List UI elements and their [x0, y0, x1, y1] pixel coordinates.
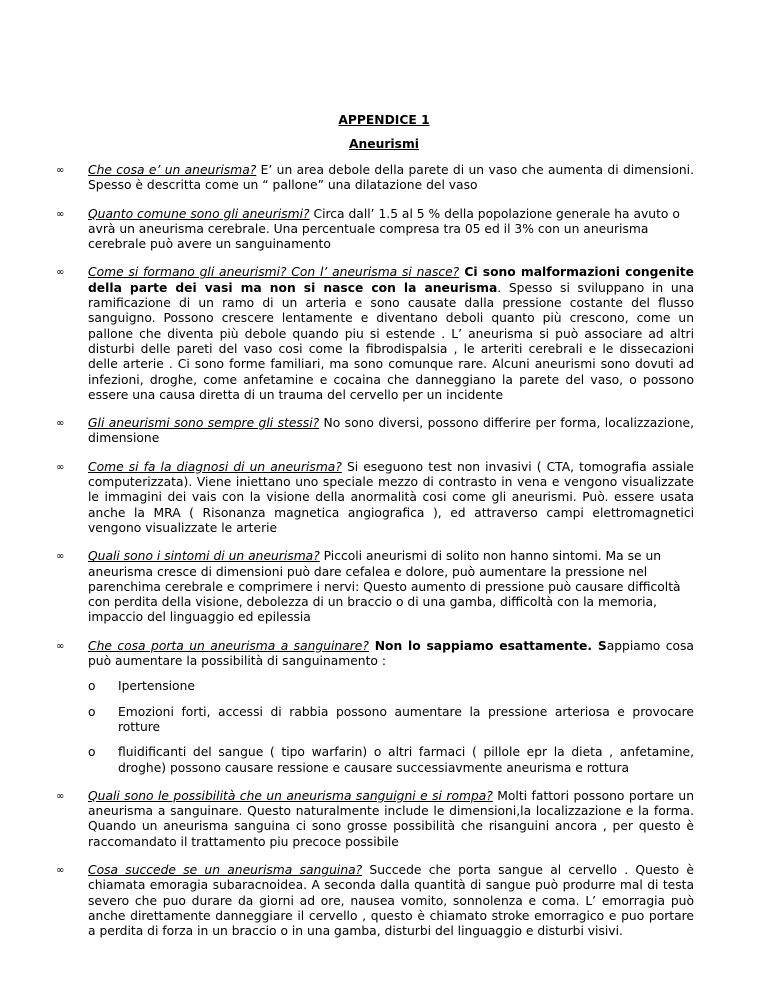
- infinity-bullet-icon: ∞: [56, 165, 65, 176]
- faq-answer: Molti fattori possono portare un aneurisma a sanguinare. Questo naturalmente include le dimensioni,la localizzazione e la forma. Quando un aneurisma sanguina ci sono grosse possibilità che risanguini ancora , per questo è raccomandato il trattamento piu precoce possibile: [88, 788, 695, 849]
- circle-bullet-icon: o: [88, 745, 96, 760]
- faq-question: Cosa succede se un aneurisma sanguina?: [88, 862, 363, 877]
- faq-answer: appiamo cosa può aumentare la possibilità di sanguinamento :: [88, 638, 694, 669]
- infinity-bullet-icon: ∞: [56, 418, 65, 430]
- faq-question: Che cosa porta un aneurisma a sanguinare?: [88, 638, 369, 653]
- faq-answer: No sono diversi, possono differire per forma, localizzazione, dimensione: [88, 416, 694, 446]
- faq-question: Come si fa la diagnosi di un aneurisma?: [88, 459, 342, 474]
- faq-list: [56, 163, 695, 952]
- faq-question: Che cosa e’ un aneurisma?: [88, 163, 257, 177]
- faq-item: [56, 206, 694, 253]
- faq-answer: Succede che porta sangue al cervello . Questo è chiamata emoragia subaracnoidea. A seconda dalla quantità di sangue può produrre mal di testa severo che puo durare da giorni ad ore, nausea vomito, sonnolenza e coma. L’ emorragia può anche direttamente danneggiare il cervello , questo è chiamato stroke emorragico e puo portare a perdita di forza in un braccio o in una gamba, disturbi del linguaggio e disturbi visivi.: [88, 862, 694, 939]
- faq-answer: Circa dall’ 1.5 al 5 % della popolazione generale ha avuto o avrà un aneurisma cerebrale. Una percentuale compresa tra 05 ed il 3% con un aneurisma cerebrale può avere un sanguinamento: [88, 206, 680, 252]
- infinity-bullet-icon: ∞: [56, 864, 65, 876]
- sub-list-item: [88, 745, 694, 776]
- faq-answer-bold: Ci sono malformazioni congenite della parte dei vasi ma non si nasce con la aneurisma: [88, 265, 695, 295]
- appendix-heading: APPENDICE 1: [338, 113, 430, 127]
- sub-list-item: [88, 705, 694, 736]
- infinity-bullet-icon: ∞: [56, 640, 65, 652]
- faq-answer-bold: Non lo sappiamo esattamente. S: [368, 638, 607, 653]
- faq-question: Quali sono i sintomi di un aneurisma?: [88, 549, 320, 564]
- faq-item: [56, 459, 694, 536]
- infinity-bullet-icon: ∞: [56, 208, 65, 220]
- faq-answer: . Spesso si sviluppano in una ramificazione di un ramo di un arteria e sono causate dalla pressione costante del flusso sanguigno. Possono crescere lentamente e diventano deboli quanto più crescono, come un pallone che diventa più debole quando piu si estende . L’ aneurisma si può associare ad altri disturbi delle pareti del vaso cosi come la fibrodispalsia , le arteriti cerebrali e le dissecazioni delle arterie . Ci sono forme familiari, ma sono comunque rare. Alcuni aneurismi sono dovuti ad infezioni, droghe, come anfetamine e cocaina che danneggiano la parete del vaso, o possono essere una causa diretta di un trauma del cervello per un incidente: [88, 280, 694, 402]
- faq-item: [56, 549, 694, 625]
- faq-answer: Piccoli aneurismi di solito non hanno sintomi. Ma se un aneurisma cresce di dimensioni può dare cefalea e dolore, può aumentare la pressione nel parenchima cerebrale e comprimere i nervi: Questo aumento di pressione può causare difficoltà con perdita della visione, debolezza di un braccio o di una gamba, difficoltà con la memoria, impaccio del linguaggio ed epilessia: [88, 549, 681, 625]
- sub-item-text: Emozioni forti, accessi di rabbia possono aumentare la pressione arteriosa e provocare rotture: [118, 704, 694, 734]
- faq-item: [56, 163, 694, 194]
- infinity-bullet-icon: ∞: [56, 551, 65, 563]
- sub-list-item: [88, 679, 694, 694]
- sub-item-text: Ipertensione: [118, 679, 195, 694]
- circle-bullet-icon: o: [88, 704, 96, 719]
- faq-item: [56, 416, 694, 447]
- sub-item-text: fluidificanti del sangue ( tipo warfarin) o altri farmaci ( pillole epr la dieta , anfetamine, droghe) possono causare ressione e causare successiavmente aneurisma e rottura: [118, 745, 694, 775]
- faq-question: Quali sono le possibilità che un aneurisma sanguigni e si rompa?: [88, 788, 493, 803]
- faq-question: Quanto comune sono gli aneurismi?: [88, 206, 310, 221]
- infinity-bullet-icon: ∞: [56, 267, 65, 279]
- sub-list: [88, 679, 694, 775]
- faq-answer: Si eseguono test non invasivi ( CTA, tomografia assiale computerizzata). Viene iniettano uno speciale mezzo di contrasto in vena e vengono visualizzate le immagini dei vais con la visione della anormalità cosi come gli aneurismi. Può. essere usata anche la MRA ( Risonanza magnetica angiografica ), ed attraverso campi elettromagnetici vengono visualizzate le arterie: [88, 459, 694, 535]
- faq-item: [56, 638, 694, 776]
- circle-bullet-icon: o: [88, 679, 96, 694]
- faq-question: Come si formano gli aneurismi? Con l’ aneurisma si nasce?: [88, 265, 460, 280]
- faq-question: Gli aneurismi sono sempre gli stessi?: [88, 416, 320, 431]
- infinity-bullet-icon: ∞: [56, 790, 65, 802]
- faq-item: [56, 862, 694, 939]
- faq-item: [56, 788, 695, 850]
- faq-item: [56, 265, 695, 403]
- faq-answer: E’ un area debole della parete di un vaso che aumenta di dimensioni. Spesso è descritta come un “ pallone” una dilatazione del vaso: [88, 163, 694, 193]
- section-heading: Aneurismi: [349, 137, 419, 151]
- infinity-bullet-icon: ∞: [56, 461, 65, 473]
